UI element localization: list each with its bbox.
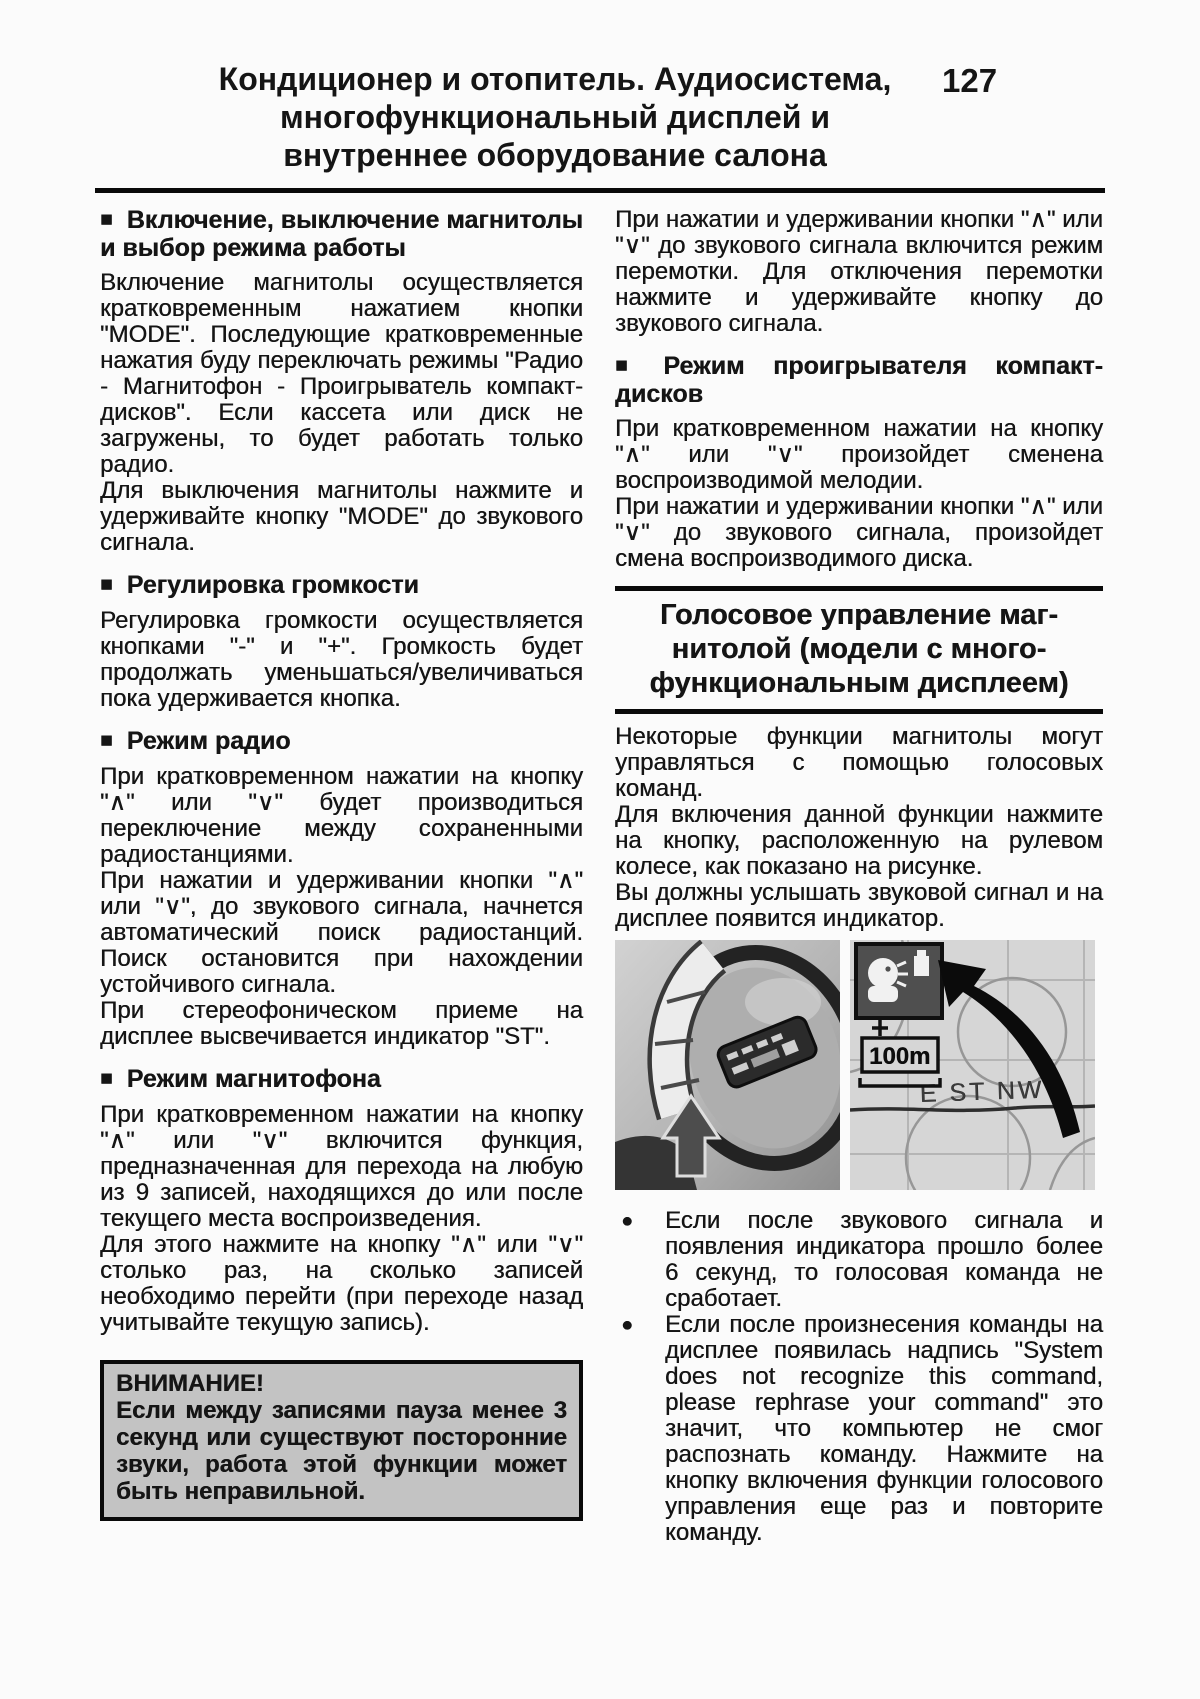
voice-notes-list	[615, 1208, 1103, 1546]
paragraph: Для этого нажмите на кнопку "∧" или "∨" столько раз, на сколько записей необходимо перейти (при переходе назад учитывайте текущую запись).	[100, 1231, 583, 1336]
section-heading-power-label: Включение, выключение магнитолы и выбор режима работы	[100, 206, 583, 262]
section-heading-radio-label: Режим радио	[126, 727, 291, 755]
section-heading-radio	[100, 728, 583, 756]
steering-wheel-photo	[615, 940, 840, 1190]
paragraph: Для включения данной функции нажмите на кнопку, расположенную на рулевом колесе, как показано на рисунке.	[615, 801, 1103, 880]
paragraph: При нажатии и удерживании кнопки "∧" или "∨", до звукового сигнала, начнется автоматический поиск радиостанций. Поиск остановится при нахождении устойчивого сигнала.	[100, 867, 583, 998]
paragraph: При кратковременном нажатии на кнопку "∧" или "∨" включится функция, предназначенная для перехода на любую из 9 записей, находящихся до или после текущего места воспроизведения.	[100, 1101, 583, 1232]
voice-control-section-title	[615, 586, 1103, 714]
section-heading-volume-label: Регулировка громкости	[126, 571, 419, 599]
section-marker-icon: ■	[100, 573, 113, 596]
paragraph: При нажатии и удерживании кнопки "∧" или "∨" до звукового сигнала включится режим перемотки. Для отключения перемотки нажмите и удерживайте кнопку до звукового сигнала.	[615, 206, 1103, 337]
voice-title-line3: функциональным дисплеем)	[649, 667, 1069, 699]
header-divider	[95, 188, 1105, 193]
page-title-line3: внутреннее оборудование салона	[283, 137, 827, 173]
paragraph: Некоторые функции магнитолы могут управляться с помощью голосовых команд.	[615, 723, 1103, 802]
paragraph: При кратковременном нажатии на кнопку "∧" или "∨" произойдет сменена воспроизводимой мелодии.	[615, 415, 1103, 494]
paragraph: Вы должны услышать звуковой сигнал и на дисплее появится индикатор.	[615, 879, 1103, 932]
section-heading-power	[100, 207, 583, 262]
paragraph: При стереофоническом приеме на дисплее высвечивается индикатор "ST".	[100, 997, 583, 1050]
section-heading-volume	[100, 572, 583, 600]
paragraph: При нажатии и удерживании кнопки "∧" или "∨" до звукового сигнала, произойдет смена воспроизводимого диска.	[615, 493, 1103, 572]
attention-title: ВНИМАНИЕ!	[116, 1370, 264, 1397]
section-marker-icon: ■	[615, 354, 650, 377]
paragraph: Для выключения магнитолы нажмите и удерживайте кнопку "MODE" до звукового сигнала.	[100, 477, 583, 556]
list-item-text: Если после звукового сигнала и появления индикатора прошло более 6 секунд, то голосовая команда не сработает.	[665, 1207, 1103, 1312]
navigation-display-image	[850, 940, 1095, 1190]
page-number: 127	[942, 62, 998, 99]
rim-highlight	[745, 978, 821, 1026]
paragraph: При кратковременном нажатии на кнопку "∧" или "∨" будет производиться переключение между сохраненными радиостанциями.	[100, 763, 583, 868]
paragraph: Регулировка громкости осуществляется кнопками "-" и "+". Громкость будет продолжать уменьшаться/увеличиваться пока удерживается кнопка.	[100, 607, 583, 712]
right-column	[615, 207, 1103, 1546]
paragraph: Включение магнитолы осуществляется кратковременным нажатием кнопки "MODE". Последующие кратковременные нажатия буду переключать режимы "Радио - Магнитофон - Проигрыватель компакт-дисков". Если кассета или диск не загружены, то будет работать только радио.	[100, 269, 583, 478]
voice-title-line1: Голосовое управление маг-	[659, 599, 1059, 631]
list-item	[615, 1312, 1103, 1546]
voice-title-line2: нитолой (модели с много-	[671, 633, 1047, 665]
page-title-line2: многофункциональный дисплей и	[280, 99, 830, 135]
section-marker-icon: ■	[100, 208, 113, 231]
attention-body: Если между записями пауза менее 3 секунд или существуют посторонние звуки, работа этой функции может быть неправильной.	[116, 1397, 567, 1505]
street-label: E ST NW	[919, 1075, 1045, 1108]
page-title-line1: Кондиционер и отопитель. Аудиосистема,	[218, 61, 892, 97]
voice-control-figure	[615, 940, 1103, 1190]
list-item	[615, 1208, 1103, 1312]
bullet-icon: ●	[621, 1314, 634, 1336]
voice-indicator-icon	[856, 944, 942, 1018]
bullet-icon: ●	[621, 1210, 634, 1232]
left-column	[100, 207, 583, 1521]
section-marker-icon: ■	[100, 1067, 113, 1090]
section-heading-cd	[615, 353, 1103, 408]
list-item-text: Если после произнесения команды на дисплее появилась надпись "System does not recognize this command, please rephrase your command" это значит, что компьютер не смог распознать команду. Нажмите на кнопку включения функции голосового управления еще раз и повторите команду.	[665, 1311, 1103, 1546]
page-title	[150, 60, 960, 174]
map-scale-label: 100m	[869, 1043, 931, 1070]
attention-box	[100, 1360, 583, 1521]
section-heading-cd-label: Режим проигрывателя компакт-дисков	[615, 352, 1103, 408]
section-heading-tape	[100, 1066, 583, 1094]
section-heading-tape-label: Режим магнитофона	[126, 1065, 381, 1093]
section-marker-icon: ■	[100, 729, 113, 752]
